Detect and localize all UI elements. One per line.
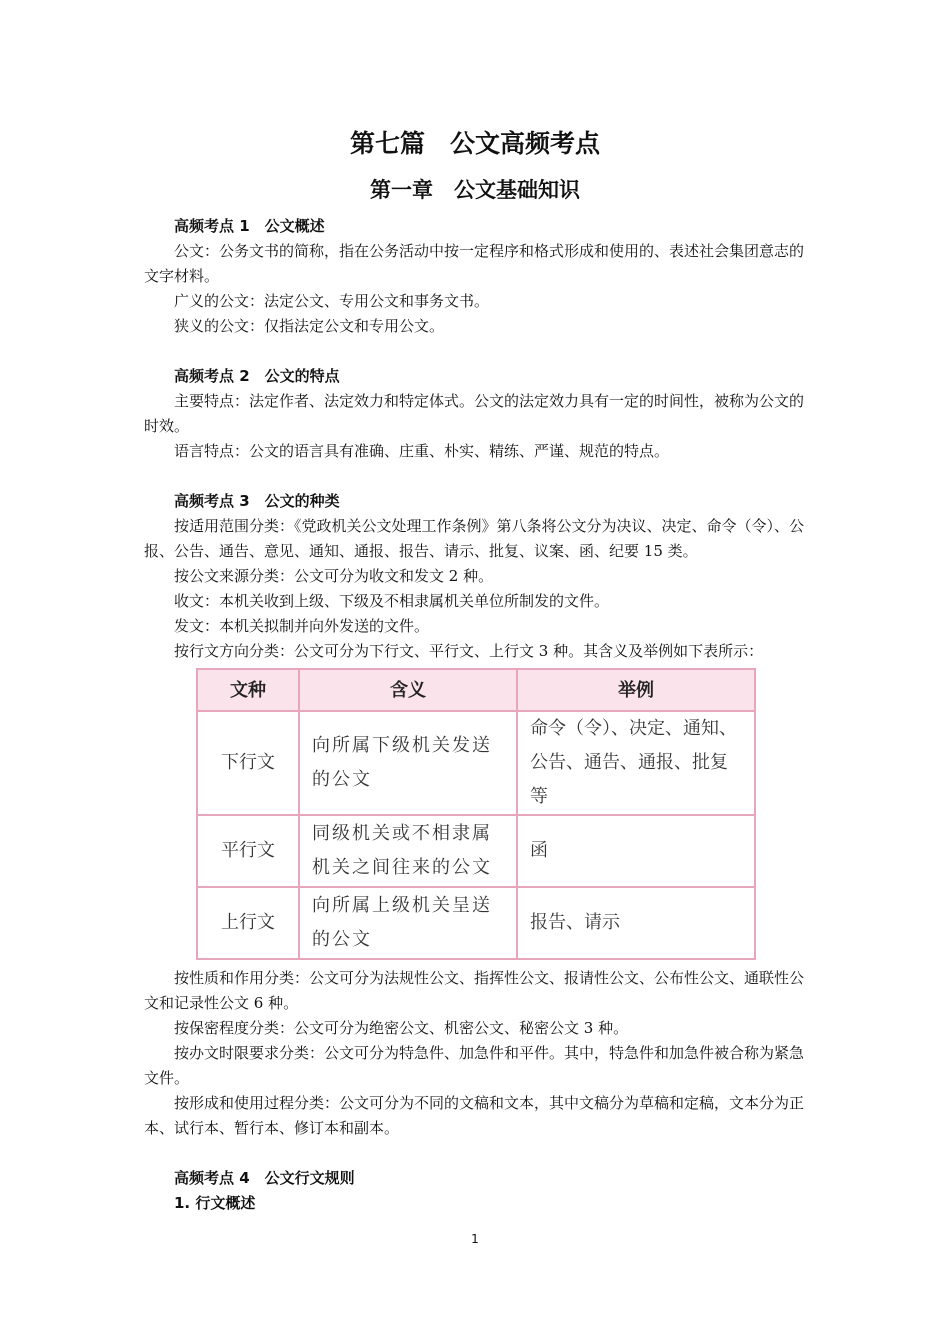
paragraph: 按形成和使用过程分类：公文可分为不同的文稿和文本，其中文稿分为草稿和定稿，文本分为正本、试行本、暂行本、修订本和副本。 [144, 1094, 805, 1137]
table-row [197, 815, 755, 887]
section-heading-3: 高频考点 3 公文的种类 [174, 492, 340, 510]
paragraph: 公文：公务文书的简称，指在公务活动中按一定程序和格式形成和使用的、表述社会集团意志的文字材料。 [144, 242, 805, 285]
paragraph: 按行文方向分类：公文可分为下行文、平行文、上行文 3 种。其含义及举例如下表所示： [174, 642, 764, 660]
table-header-cell: 含义 [299, 669, 517, 711]
table-row [197, 711, 755, 815]
paragraph: 收文：本机关收到上级、下级及不相隶属机关单位所制发的文件。 [174, 592, 610, 610]
table-cell: 函 [517, 815, 755, 887]
table-cell: 向所属上级机关呈送的公文 [299, 887, 517, 959]
table-cell: 报告、请示 [517, 887, 755, 959]
part-title: 第七篇 公文高频考点 [349, 129, 600, 158]
paragraph: 按保密程度分类：公文可分为绝密公文、机密公文、秘密公文 3 种。 [174, 1019, 629, 1037]
table-cell: 平行文 [197, 815, 299, 887]
paragraph: 按办文时限要求分类：公文可分为特急件、加急件和平件。其中，特急件和加急件被合称为紧急文件。 [144, 1044, 805, 1087]
document-body [144, 214, 808, 1216]
paragraph: 按性质和作用分类：公文可分为法规性公文、指挥性公文、报请性公文、公布性公文、通联性公文和记录性公文 6 种。 [144, 969, 805, 1012]
paragraph: 广义的公文：法定公文、专用公文和事务文书。 [174, 292, 490, 310]
table-row [197, 887, 755, 959]
table-cell: 命令（令）、决定、通知、公告、通告、通报、批复等 [517, 711, 755, 815]
page-number: 1 [471, 1232, 479, 1246]
table-cell: 下行文 [197, 711, 299, 815]
paragraph: 语言特点：公文的语言具有准确、庄重、朴实、精练、严谨、规范的特点。 [174, 442, 670, 460]
paragraph: 狭义的公文：仅指法定公文和专用公文。 [174, 317, 445, 335]
document-type-table-wrapper [196, 668, 756, 960]
section-heading-4: 高频考点 4 公文行文规则 [174, 1169, 355, 1187]
paragraph: 发文：本机关拟制并向外发送的文件。 [174, 617, 430, 635]
table-cell: 上行文 [197, 887, 299, 959]
paragraph: 按适用范围分类：《党政机关公文处理工作条例》第八条将公文分为决议、决定、命令（令）、公报、公告、通告、意见、通知、通报、报告、请示、批复、议案、函、纪要 15 类。 [144, 517, 805, 560]
section-heading-1: 高频考点 1 公文概述 [174, 217, 325, 235]
document-type-table [196, 668, 756, 960]
paragraph: 主要特点：法定作者、法定效力和特定体式。公文的法定效力具有一定的时间性，被称为公文的时效。 [144, 392, 805, 435]
table-header-row [197, 669, 755, 711]
table-header-cell: 举例 [517, 669, 755, 711]
table-header-cell: 文种 [197, 669, 299, 711]
subsection-heading: 1. 行文概述 [174, 1194, 256, 1212]
chapter-title: 第一章 公文基础知识 [370, 178, 580, 202]
table-cell: 向所属下级机关发送的公文 [299, 711, 517, 815]
table-cell: 同级机关或不相隶属机关之间往来的公文 [299, 815, 517, 887]
section-heading-2: 高频考点 2 公文的特点 [174, 367, 340, 385]
paragraph: 按公文来源分类：公文可分为收文和发文 2 种。 [174, 567, 494, 585]
